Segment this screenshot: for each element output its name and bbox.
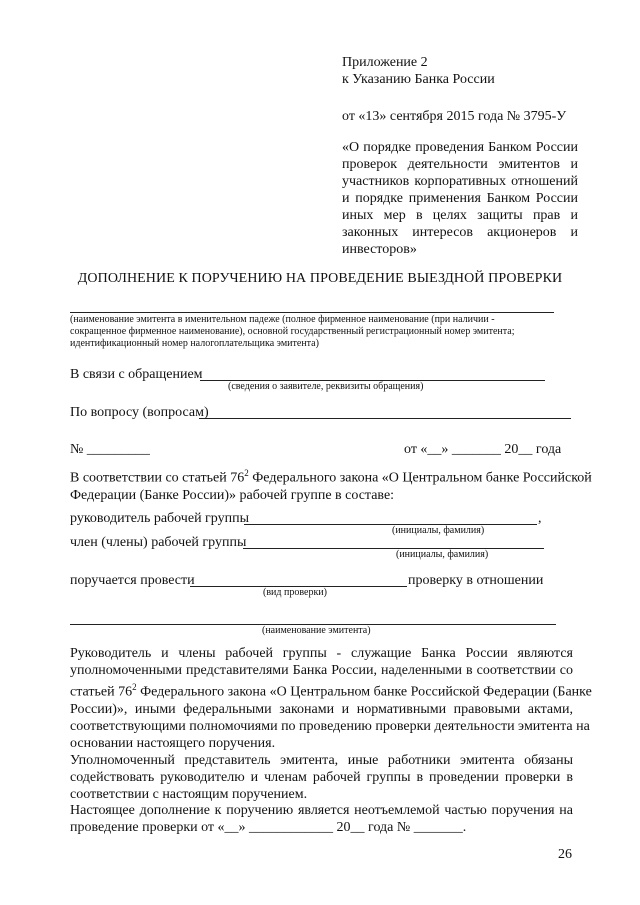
- question-field[interactable]: [199, 418, 571, 419]
- group-member-label: член (члены) рабочей группы: [70, 535, 247, 550]
- quote-line: участников корпоративных отношений: [342, 174, 578, 189]
- document-title: ДОПОЛНЕНИЕ К ПОРУЧЕНИЮ НА ПРОВЕДЕНИЕ ВЫЕЗДНОЙ ПРОВЕРКИ: [77, 271, 563, 286]
- appendix-instruction: к Указанию Банка России: [342, 72, 495, 87]
- group-head-label: руководитель рабочей группы: [70, 511, 250, 526]
- article-superscript: 2: [132, 682, 137, 692]
- accordance-line-start: В соответствии со статьей 76: [70, 470, 245, 486]
- paragraph-line: [70, 679, 592, 701]
- paragraph-line: Уполномоченный представитель эмитента, иные работники эмитента обязаны: [70, 753, 573, 768]
- appeal-caption: (сведения о заявителе, реквизиты обращения): [228, 381, 424, 392]
- issuer-line: [70, 312, 554, 313]
- instructed-suffix: проверку в отношении: [408, 573, 544, 588]
- issuer-name-caption: (наименование эмитента): [262, 625, 371, 636]
- quote-line: и порядке применения Банком России: [342, 191, 578, 206]
- quote-line: «О порядке проведения Банком России: [342, 140, 578, 155]
- quote-line: инвесторов»: [342, 242, 417, 257]
- group-head-caption: (инициалы, фамилия): [392, 525, 485, 536]
- quote-line: законных интересов акционеров и: [342, 225, 578, 240]
- group-member-field[interactable]: [243, 548, 544, 549]
- group-head-comma: ,: [538, 511, 542, 526]
- question-label: По вопросу (вопросам): [70, 405, 209, 420]
- accordance-paragraph: [70, 465, 592, 504]
- order-date: от «__» _______ 20__ года: [404, 442, 562, 457]
- inspection-type-caption: (вид проверки): [263, 587, 327, 598]
- paragraph-line: соответствующими полномочиями по проведению проверки деятельности эмитента на: [70, 718, 590, 734]
- appendix-date-line: от «13» сентября 2015 года № 3795-У: [342, 109, 567, 124]
- paragraph-line-start: статьей 76: [70, 684, 133, 700]
- paragraph-line: Настоящее дополнение к поручению является неотъемлемой частью поручения на: [70, 803, 573, 818]
- page-number: 26: [558, 847, 572, 862]
- paragraph-line: основании настоящего поручения.: [70, 735, 276, 751]
- integral-part-paragraph: [70, 802, 573, 836]
- issuer-caption: [70, 314, 514, 350]
- quote-line: иных мер в целях защиты прав и: [342, 208, 578, 223]
- group-head-field[interactable]: [244, 524, 537, 525]
- appendix-number: Приложение 2: [342, 55, 428, 70]
- paragraph-line: России)», иными федеральными законами и нормативными правовыми актами,: [70, 701, 573, 717]
- group-member-caption: (инициалы, фамилия): [396, 549, 489, 560]
- appendix-quote: [342, 139, 578, 258]
- paragraph-line: соответствии с настоящим поручением.: [70, 787, 308, 802]
- accordance-line: [70, 465, 592, 487]
- assistance-paragraph: [70, 752, 573, 803]
- appendix-header: [342, 54, 495, 88]
- issuer-caption-line: (наименование эмитента в именительном падеже (полное фирменное наименование (при наличии -: [70, 314, 495, 325]
- issuer-caption-line: сокращенное фирменное наименование), основной государственный регистрационный номер эмитента;: [70, 326, 515, 337]
- paragraph-line: проведение проверки от «__» ____________ 20__ года № _______.: [70, 820, 467, 835]
- issuer-caption-line: идентификационный номер налогоплательщика эмитента): [70, 338, 319, 349]
- paragraph-line-end: Федерального закона «О Центральном банке Российской Федерации (Банке: [136, 684, 592, 700]
- quote-line: проверок деятельности эмитентов и: [342, 157, 578, 172]
- accordance-line-end: Федерального закона «О Центральном банке Российской: [248, 470, 592, 486]
- order-number: № _________: [70, 442, 150, 457]
- paragraph-line: Руководитель и члены рабочей группы - служащие Банка России являются: [70, 646, 573, 661]
- paragraph-line: уполномоченными представителями Банка России, наделенными в соответствии со: [70, 663, 573, 678]
- paragraph-line: содействовать руководителю и членам рабочей группы в проведении проверки в: [70, 770, 573, 785]
- appeal-label: В связи с обращением: [70, 367, 203, 382]
- instructed-label: поручается провести: [70, 573, 195, 588]
- accordance-line: Федерации (Банке России)» рабочей группе в составе:: [70, 487, 395, 503]
- article-superscript: 2: [244, 468, 249, 478]
- representatives-paragraph: [70, 645, 592, 752]
